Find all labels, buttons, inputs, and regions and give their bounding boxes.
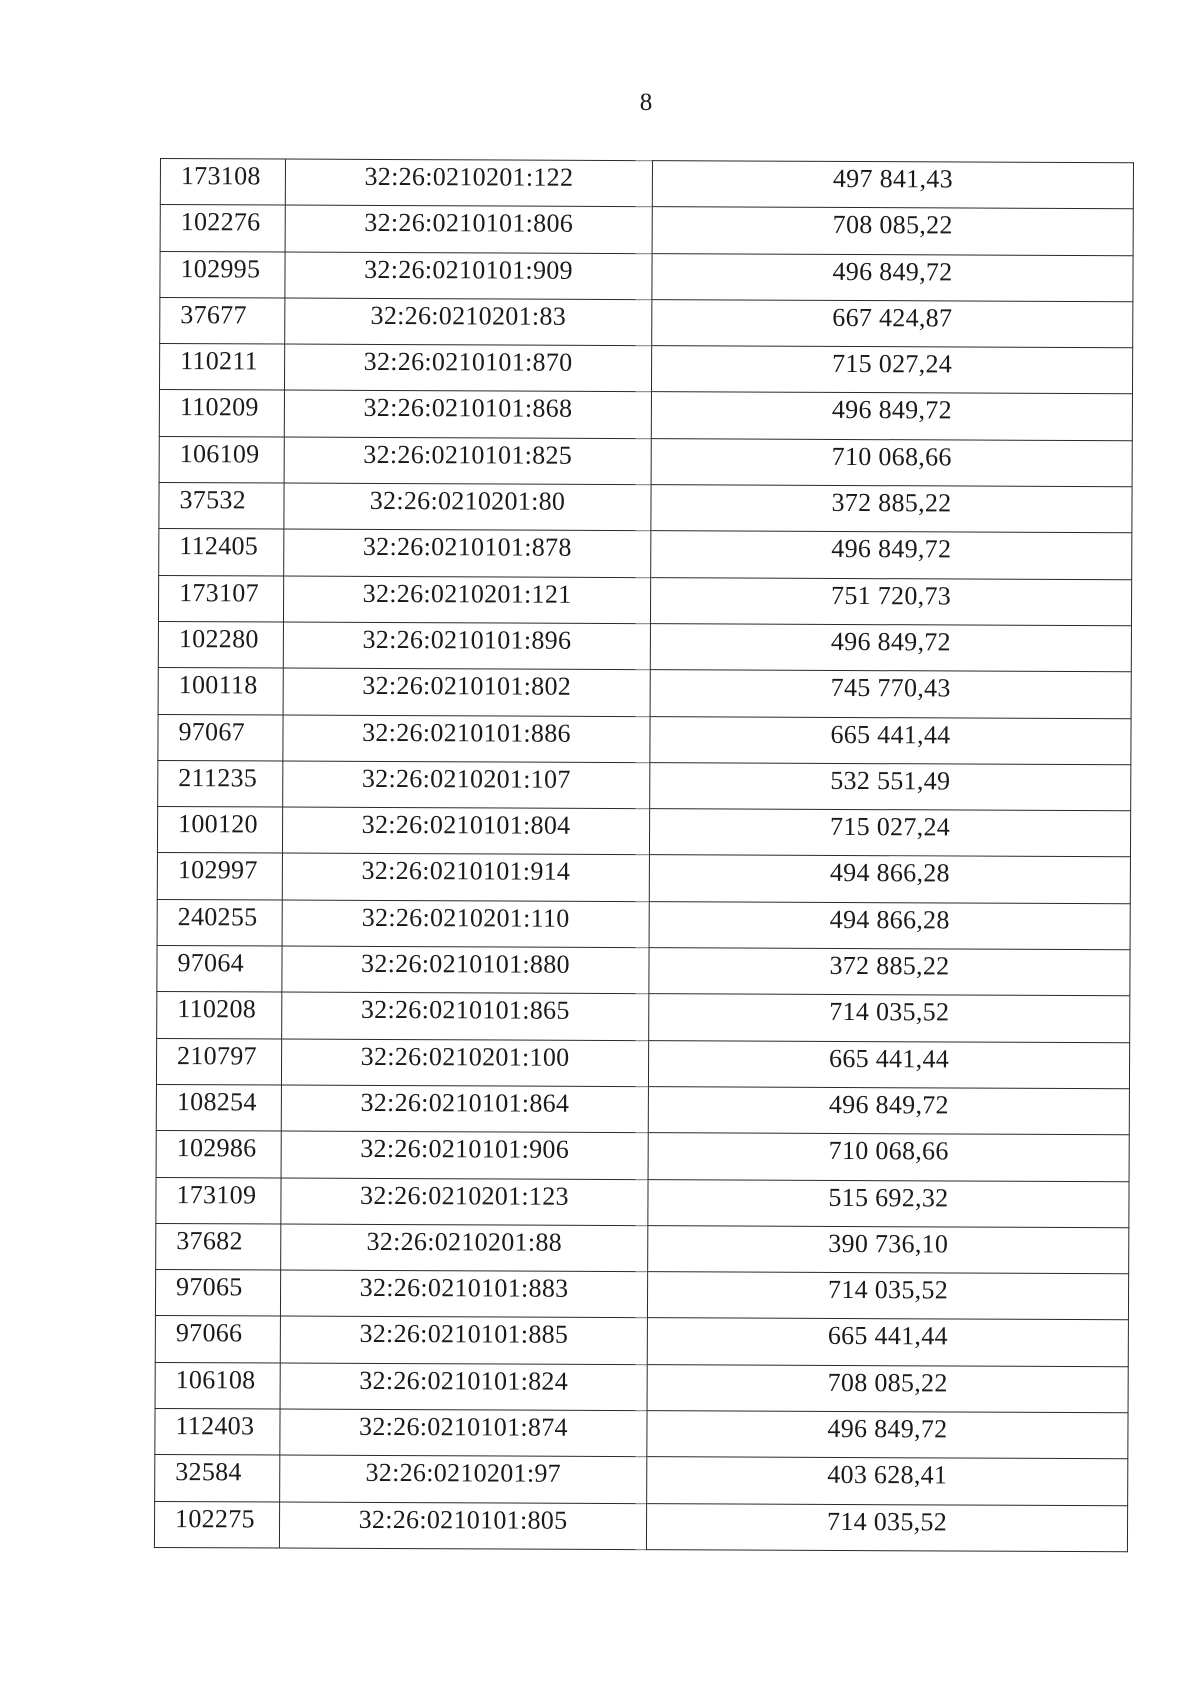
record-id-cell: 100120 [157,807,282,854]
cadastral-value-cell: 372 885,22 [649,948,1130,996]
cadastral-number-cell: 32:26:0210201:83 [285,298,652,346]
record-id-cell: 32584 [155,1455,280,1502]
table-row [158,668,1131,719]
record-id-cell: 106109 [159,436,284,483]
table-row [156,1131,1129,1182]
record-id-cell: 102986 [156,1131,281,1178]
cadastral-number-cell: 32:26:0210201:88 [281,1224,648,1272]
cadastral-value-cell: 708 085,22 [647,1364,1128,1412]
cadastral-number-cell: 32:26:0210101:909 [285,252,652,300]
cadastral-number-cell: 32:26:0210101:805 [279,1502,646,1550]
record-id-cell: 37532 [159,483,284,530]
cadastral-number-cell: 32:26:0210101:824 [280,1363,647,1411]
record-id-cell: 173109 [156,1177,281,1224]
cadastral-number-cell: 32:26:0210101:806 [285,205,652,253]
table-row [159,436,1132,487]
table-row [155,1455,1128,1506]
table-row [157,992,1130,1043]
cadastral-value-cell: 390 736,10 [648,1225,1129,1273]
table-row [155,1270,1128,1321]
records-table [154,158,1134,1552]
record-id-cell: 112405 [159,529,284,576]
cadastral-number-cell: 32:26:0210101:870 [284,344,651,392]
cadastral-value-cell: 710 068,66 [648,1133,1129,1181]
cadastral-value-cell: 532 551,49 [650,763,1131,811]
cadastral-value-cell: 715 027,24 [649,809,1130,857]
cadastral-number-cell: 32:26:0210101:865 [282,992,649,1040]
table-row [159,529,1132,580]
cadastral-value-cell: 665 441,44 [648,1040,1129,1088]
table-row [159,390,1132,441]
cadastral-value-cell: 372 885,22 [651,485,1132,533]
cadastral-value-cell: 496 849,72 [651,392,1132,440]
record-id-cell: 102275 [154,1501,279,1548]
table-row [159,344,1132,395]
cadastral-number-cell: 32:26:0210101:885 [280,1316,647,1364]
cadastral-number-cell: 32:26:0210201:100 [281,1039,648,1087]
cadastral-number-cell: 32:26:0210201:123 [281,1178,648,1226]
record-id-cell: 97066 [155,1316,280,1363]
table-row [158,621,1131,672]
record-id-cell: 112403 [155,1409,280,1456]
cadastral-value-cell: 403 628,41 [647,1457,1128,1505]
table-row [157,946,1130,997]
record-id-cell: 102997 [157,853,282,900]
cadastral-number-cell: 32:26:0210101:886 [283,715,650,763]
cadastral-value-cell: 667 424,87 [652,300,1133,348]
record-id-cell: 110208 [157,992,282,1039]
table-row [157,899,1130,950]
table-row [159,483,1132,534]
table-row [155,1316,1128,1367]
cadastral-number-cell: 32:26:0210101:896 [283,622,650,670]
record-id-cell: 97067 [158,714,283,761]
cadastral-number-cell: 32:26:0210101:880 [282,946,649,994]
cadastral-number-cell: 32:26:0210101:874 [280,1409,647,1457]
table-row [158,714,1131,765]
record-id-cell: 97064 [157,946,282,993]
cadastral-value-cell: 496 849,72 [652,253,1133,301]
cadastral-value-cell: 497 841,43 [652,161,1133,209]
cadastral-value-cell: 496 849,72 [650,624,1131,672]
table-row [157,853,1130,904]
cadastral-number-cell: 32:26:0210201:110 [282,900,649,948]
record-id-cell: 37682 [156,1223,281,1270]
record-id-cell: 100118 [158,668,283,715]
table-row [156,1223,1129,1274]
record-id-cell: 97065 [155,1270,280,1317]
cadastral-number-cell: 32:26:0210101:825 [284,437,651,485]
table-row [155,1409,1128,1460]
cadastral-number-cell: 32:26:0210201:122 [285,159,652,207]
cadastral-number-cell: 32:26:0210201:97 [280,1455,647,1503]
record-id-cell: 102280 [158,621,283,668]
record-id-cell: 102276 [160,205,285,252]
cadastral-number-cell: 32:26:0210101:906 [281,1131,648,1179]
cadastral-value-cell: 714 035,52 [646,1503,1127,1551]
table-row [154,1501,1127,1552]
records-table-body [154,159,1133,1552]
table-row [160,159,1133,210]
record-id-cell: 102995 [160,251,285,298]
record-id-cell: 173108 [160,159,285,206]
cadastral-value-cell: 708 085,22 [652,207,1133,255]
table-row [156,1177,1129,1228]
cadastral-value-cell: 714 035,52 [647,1272,1128,1320]
cadastral-number-cell: 32:26:0210201:107 [283,761,650,809]
cadastral-value-cell: 714 035,52 [649,994,1130,1042]
table-row [157,807,1130,858]
cadastral-value-cell: 515 692,32 [648,1179,1129,1227]
table-row [158,760,1131,811]
cadastral-number-cell: 32:26:0210101:804 [282,807,649,855]
cadastral-number-cell: 32:26:0210201:121 [283,576,650,624]
cadastral-number-cell: 32:26:0210101:914 [282,853,649,901]
table-row [156,1084,1129,1135]
cadastral-number-cell: 32:26:0210101:878 [284,529,651,577]
table-row [158,575,1131,626]
cadastral-value-cell: 496 849,72 [648,1087,1129,1135]
table-row [160,205,1133,256]
record-id-cell: 106108 [155,1362,280,1409]
cadastral-number-cell: 32:26:0210101:802 [283,668,650,716]
record-id-cell: 173107 [158,575,283,622]
cadastral-number-cell: 32:26:0210101:868 [284,391,651,439]
table-row [156,1038,1129,1089]
cadastral-value-cell: 715 027,24 [651,346,1132,394]
record-id-cell: 110209 [159,390,284,437]
cadastral-number-cell: 32:26:0210101:864 [281,1085,648,1133]
page-number: 8 [639,89,653,116]
table-row [155,1362,1128,1413]
cadastral-value-cell: 496 849,72 [647,1411,1128,1459]
cadastral-value-cell: 665 441,44 [647,1318,1128,1366]
record-id-cell: 110211 [159,344,284,391]
table-row [160,297,1133,348]
cadastral-value-cell: 494 866,28 [649,855,1130,903]
cadastral-value-cell: 710 068,66 [651,438,1132,486]
cadastral-value-cell: 665 441,44 [650,716,1131,764]
cadastral-value-cell: 751 720,73 [650,577,1131,625]
table-row [160,251,1133,302]
cadastral-value-cell: 496 849,72 [651,531,1132,579]
record-id-cell: 211235 [158,760,283,807]
record-id-cell: 37677 [160,297,285,344]
record-id-cell: 108254 [156,1084,281,1131]
cadastral-number-cell: 32:26:0210201:80 [284,483,651,531]
record-id-cell: 210797 [156,1038,281,1085]
record-id-cell: 240255 [157,899,282,946]
records-table-container [154,158,1134,1552]
cadastral-value-cell: 745 770,43 [650,670,1131,718]
cadastral-value-cell: 494 866,28 [649,901,1130,949]
cadastral-number-cell: 32:26:0210101:883 [280,1270,647,1318]
